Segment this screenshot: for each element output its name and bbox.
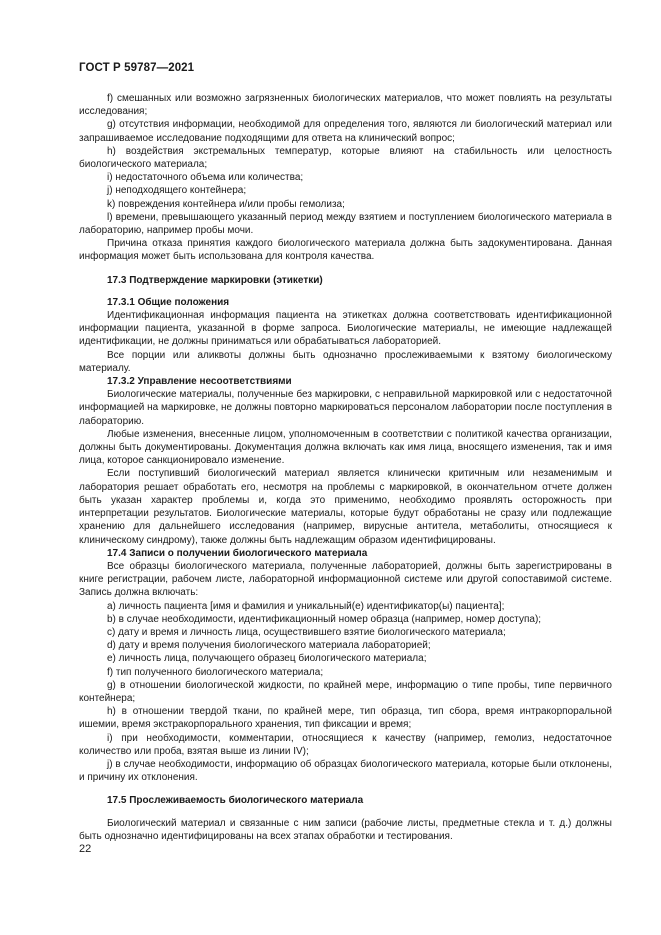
paragraph: Биологический материал и связанные с ним записи (рабочие листы, предметные стекла и т. д.) должны быть однозначно идентифицированы на всех этапах обработки и тестирования. <box>79 817 612 842</box>
list-item-f: f) смешанных или возможно загрязненных биологических материалов, что может повлиять на результаты исследования; <box>79 93 612 118</box>
list-item-d: d) дату и время получения биологического материала лабораторией; <box>107 640 431 652</box>
paragraph: Если поступивший биологический материал является клинически критичным или незаменимым и лаборатория решает обработать его, несмотря на проблемы с маркировкой, в окончательном отчете должен быть указан характер проблемы и, когда это применимо, необходимо проявлять осторожность при интерпретации результатов. Биологические материалы, которые будут обработаны не сразу или подлежащие хранению для дальнейшего исследования (например, вирусные антитела, метаболиты, относящиеся к клиническому синдрому), также должны быть надлежащим образом идентифицированы. <box>79 468 612 546</box>
paragraph: Биологические материалы, полученные без маркировки, с неправильной маркировкой или с недостаточной информацией на маркировке, не должны повторно маркироваться персоналом лаборатории после поступления в лабораторию. <box>79 389 613 427</box>
paragraph: Все образцы биологического материала, полученные лабораторией, должны быть зарегистрированы в книге регистрации, рабочем листе, лабораторной информационной системе или другой сопоставимой системе. Запись должна включать: <box>79 560 612 599</box>
paragraph: Любые изменения, внесенные лицом, уполномоченным в соответствии с политикой качества организации, должны быть документированы. Документация должна включать как имя лица, вносящего изменения, так и имя лица, которое санкционировало изменение. <box>79 428 612 467</box>
list-item-a: a) личность пациента [имя и фамилия и уникальный(е) идентификатор(ы) пациента]; <box>107 600 505 612</box>
list-item-j: j) неподходящего контейнера; <box>107 185 247 197</box>
list-item-c: c) дату и время и личность лица, осуществившего взятие биологического материала; <box>107 626 506 638</box>
section-heading-17-3: 17.3 Подтверждение маркировки (этикетки) <box>107 274 323 286</box>
list-item-i: i) недостаточного объема или количества; <box>107 172 304 184</box>
page-number: 22 <box>79 843 92 855</box>
paragraph: Причина отказа принятия каждого биологического материала должна быть задокументирована. Данная информация может быть использована для контроля качества. <box>79 238 612 263</box>
section-heading-17-4: 17.4 Записи о получении биологического материала <box>107 547 368 559</box>
list-item-b: b) в случае необходимости, идентификационный номер образца (например, номер доступа); <box>107 613 542 625</box>
section-heading-17-5: 17.5 Прослеживаемость биологического материала <box>107 795 364 807</box>
list-item-g: g) в отношении биологической жидкости, по крайней мере, информацию о типе пробы, типе первичного контейнера; <box>79 679 612 704</box>
subsection-heading-17-3-2: 17.3.2 Управление несоответствиями <box>107 376 292 388</box>
list-item-j: j) в случае необходимости, информацию об образцах биологического материала, которые были отклонены, и причину их отклонения. <box>79 758 612 784</box>
subsection-heading-17-3-1: 17.3.1 Общие положения <box>107 296 230 308</box>
list-item-h: h) в отношении твердой ткани, по крайней мере, тип образца, тип сбора, время интракорпоральной ишемии, время экстракорпорального хранения, тип фиксации и время; <box>79 706 612 731</box>
list-item-l: l) времени, превышающего указанный период между взятием и поступлением биологического материала в лабораторию, например пробы мочи. <box>79 211 612 237</box>
document-body <box>79 92 612 843</box>
list-item-g: g) отсутствия информации, необходимой для определения того, являются ли биологический материал или запрашиваемое исследование подходящими для ответа на клинический вопрос; <box>79 119 612 144</box>
list-item-i: i) при необходимости, комментарии, относящиеся к качеству (например, гемолиз, недостаточное количество или проба, взятая выше из линии IV); <box>79 732 612 757</box>
list-item-h: h) воздействия экстремальных температур, которые влияют на стабильность или целостность биологического материала; <box>79 145 612 171</box>
paragraph: Все порции или аликвоты должны быть однозначно прослеживаемыми к взятому биологическому материалу. <box>79 349 612 374</box>
paragraph: Идентификационная информация пациента на этикетках должна соответствовать идентификационной информации пациента, указанной в форме запроса. Биологические материалы, не имеющие надлежащей идентификации, не должны приниматься или обрабатываться лабораторией. <box>79 310 612 348</box>
list-item-k: k) повреждения контейнера и/или пробы гемолиза; <box>107 198 345 210</box>
list-item-e: e) личность лица, получающего образец биологического материала; <box>107 653 427 665</box>
document-header: ГОСТ Р 59787—2021 <box>79 62 195 74</box>
list-item-f: f) тип полученного биологического материала; <box>107 666 324 678</box>
